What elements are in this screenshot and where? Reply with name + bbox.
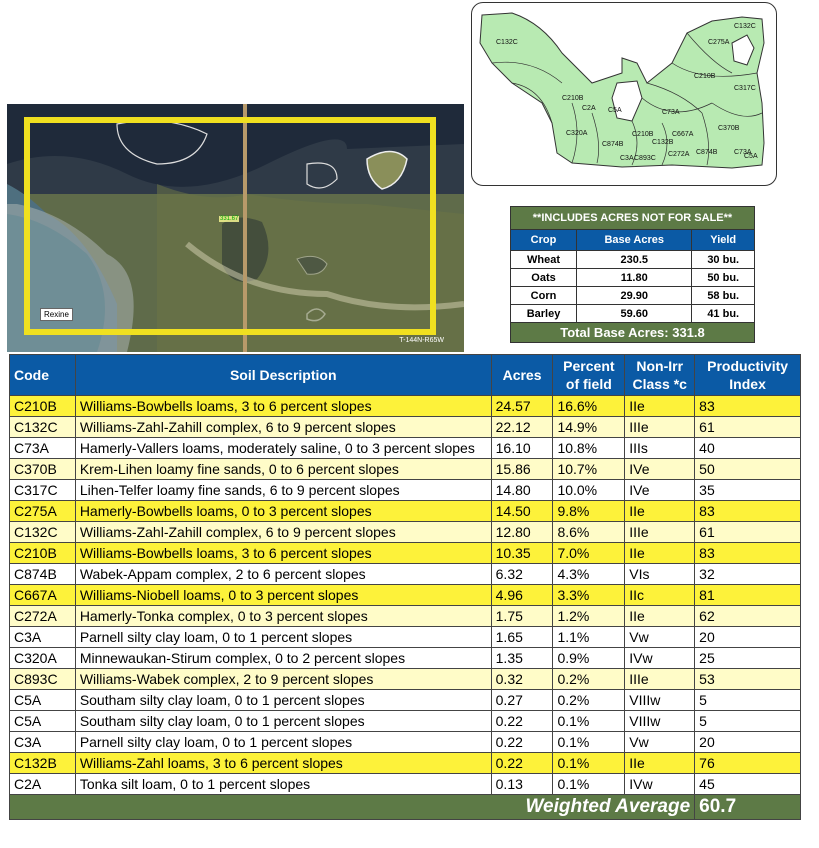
soil-row	[10, 774, 801, 795]
soil-row	[10, 501, 801, 522]
soil-code: C272A	[10, 606, 76, 627]
crop-yield: 50 bu.	[692, 269, 755, 287]
corner-label: T-144N-R65W	[399, 337, 444, 344]
soil-row	[10, 606, 801, 627]
soil-code: C5A	[10, 690, 76, 711]
soil-code: C132B	[10, 753, 76, 774]
soil-row	[10, 564, 801, 585]
soil-code: C5A	[10, 711, 76, 732]
soil-description: Hamerly-Bowbells loams, 0 to 3 percent slopes	[75, 501, 491, 522]
soil-percent: 4.3%	[553, 564, 625, 585]
soil-description: Williams-Bowbells loams, 3 to 6 percent slopes	[75, 396, 491, 417]
soil-code: C874B	[10, 564, 76, 585]
soil-code: C317C	[10, 480, 76, 501]
crop-table-note: **INCLUDES ACRES NOT FOR SALE**	[511, 207, 755, 230]
soil-row	[10, 669, 801, 690]
class-header-line2: Class *c	[632, 376, 687, 392]
crop-row	[511, 287, 755, 305]
aerial-image	[7, 104, 464, 352]
soil-map-label: C2A	[582, 105, 596, 112]
soil-acres: 10.35	[491, 543, 553, 564]
soil-percent: 0.1%	[553, 732, 625, 753]
soil-productivity: 45	[695, 774, 801, 795]
soil-row	[10, 417, 801, 438]
soil-description: Krem-Lihen loamy fine sands, 0 to 6 percent slopes	[75, 459, 491, 480]
soil-percent: 1.1%	[553, 627, 625, 648]
soil-row	[10, 627, 801, 648]
soil-map-label: C874B	[696, 149, 718, 156]
soil-map-label: C73A	[734, 149, 752, 156]
productivity-header-line1: Productivity	[707, 358, 789, 374]
soil-acres: 4.96	[491, 585, 553, 606]
soil-acres: 0.32	[491, 669, 553, 690]
soil-map-label: C210B	[562, 95, 584, 102]
soil-class: IIe	[625, 543, 695, 564]
soil-class: IIe	[625, 396, 695, 417]
soil-class: VIIIw	[625, 711, 695, 732]
soil-code: C370B	[10, 459, 76, 480]
soil-productivity: 81	[695, 585, 801, 606]
soil-code: C3A	[10, 732, 76, 753]
soil-description: Minnewaukan-Stirum complex, 0 to 2 percent slopes	[75, 648, 491, 669]
soil-map-label: C5A	[608, 107, 622, 114]
soil-acres: 1.65	[491, 627, 553, 648]
yield-col-header: Yield	[692, 230, 755, 251]
soil-productivity: 61	[695, 522, 801, 543]
crop-base-acres: 29.90	[577, 287, 692, 305]
crop-base-acres-table	[510, 206, 755, 343]
soil-percent: 9.8%	[553, 501, 625, 522]
soil-percent: 0.1%	[553, 753, 625, 774]
soil-percent: 14.9%	[553, 417, 625, 438]
soil-class: IIe	[625, 606, 695, 627]
aerial-photo	[7, 104, 464, 352]
soil-productivity: 35	[695, 480, 801, 501]
soil-percent: 16.6%	[553, 396, 625, 417]
percent-col-header	[553, 355, 625, 396]
soil-row	[10, 459, 801, 480]
soil-class: VIIIw	[625, 690, 695, 711]
soil-row	[10, 648, 801, 669]
soil-map-label: C3A	[620, 155, 634, 162]
soil-percent: 1.2%	[553, 606, 625, 627]
productivity-col-header	[695, 355, 801, 396]
soil-description: Parnell silty clay loam, 0 to 1 percent slopes	[75, 732, 491, 753]
soil-percent: 7.0%	[553, 543, 625, 564]
soil-description: Williams-Zahl-Zahill complex, 6 to 9 percent slopes	[75, 522, 491, 543]
soil-productivity: 5	[695, 690, 801, 711]
soil-description: Hamerly-Tonka complex, 0 to 3 percent slopes	[75, 606, 491, 627]
soil-code: C893C	[10, 669, 76, 690]
crop-base-acres: 59.60	[577, 305, 692, 323]
soil-map-label: C874B	[602, 141, 624, 148]
soil-code: C2A	[10, 774, 76, 795]
soil-description: Wabek-Appam complex, 2 to 6 percent slopes	[75, 564, 491, 585]
soil-description: Hamerly-Vallers loams, moderately saline, 0 to 3 percent slopes	[75, 438, 491, 459]
soil-acres: 1.35	[491, 648, 553, 669]
soil-acres: 0.27	[491, 690, 553, 711]
soil-productivity: 20	[695, 627, 801, 648]
soil-acres: 15.86	[491, 459, 553, 480]
soil-percent: 10.0%	[553, 480, 625, 501]
soil-row	[10, 522, 801, 543]
soil-description: Lihen-Telfer loamy fine sands, 6 to 9 percent slopes	[75, 480, 491, 501]
soil-class: IVe	[625, 459, 695, 480]
soil-description: Williams-Bowbells loams, 3 to 6 percent slopes	[75, 543, 491, 564]
soil-map	[471, 2, 777, 186]
soil-row	[10, 732, 801, 753]
crop-yield: 58 bu.	[692, 287, 755, 305]
soil-acres: 0.13	[491, 774, 553, 795]
soil-row	[10, 711, 801, 732]
soil-description: Southam silty clay loam, 0 to 1 percent slopes	[75, 690, 491, 711]
soil-row	[10, 480, 801, 501]
soil-map-label: C73A	[662, 109, 680, 116]
soil-map-label: C893C	[634, 155, 656, 162]
soil-acres: 24.57	[491, 396, 553, 417]
soil-map-label: C275A	[708, 39, 730, 46]
soil-class: IIIs	[625, 438, 695, 459]
soil-row	[10, 543, 801, 564]
weighted-average-label: Weighted Average	[10, 795, 695, 820]
soil-row	[10, 753, 801, 774]
soil-productivity: 76	[695, 753, 801, 774]
soil-productivity: 83	[695, 396, 801, 417]
crop-row	[511, 251, 755, 269]
class-col-header	[625, 355, 695, 396]
soil-class: IIIe	[625, 417, 695, 438]
place-label: Rexine	[40, 308, 73, 321]
soil-code: C132C	[10, 522, 76, 543]
soil-map-label: C132C	[496, 39, 518, 46]
crop-name: Corn	[511, 287, 577, 305]
soil-acres: 16.10	[491, 438, 553, 459]
crop-name: Barley	[511, 305, 577, 323]
soil-class: Vw	[625, 732, 695, 753]
soil-productivity: 25	[695, 648, 801, 669]
soil-description: Williams-Zahl loams, 3 to 6 percent slopes	[75, 753, 491, 774]
soil-map-label: C210B	[632, 131, 654, 138]
soil-percent: 0.1%	[553, 711, 625, 732]
crop-base-acres: 11.80	[577, 269, 692, 287]
percent-header-line1: Percent	[563, 358, 615, 374]
crop-base-acres: 230.5	[577, 251, 692, 269]
soil-row	[10, 396, 801, 417]
soil-productivity: 61	[695, 417, 801, 438]
base-acres-col-header: Base Acres	[577, 230, 692, 251]
soil-acres: 0.22	[491, 711, 553, 732]
soil-map-label: C132C	[734, 23, 756, 30]
crop-name: Wheat	[511, 251, 577, 269]
soil-code: C210B	[10, 396, 76, 417]
soil-acres: 0.22	[491, 753, 553, 774]
percent-header-line2: of field	[565, 376, 612, 392]
soil-acres: 0.22	[491, 732, 553, 753]
soil-percent: 0.2%	[553, 690, 625, 711]
soil-acres: 22.12	[491, 417, 553, 438]
soil-percent: 0.9%	[553, 648, 625, 669]
soil-class: IIc	[625, 585, 695, 606]
crop-yield: 30 bu.	[692, 251, 755, 269]
soil-class: IVe	[625, 480, 695, 501]
soil-class: IIe	[625, 753, 695, 774]
soil-productivity: 83	[695, 543, 801, 564]
code-col-header: Code	[10, 355, 76, 396]
soil-description: Williams-Wabek complex, 2 to 9 percent slopes	[75, 669, 491, 690]
soil-map-label: C272A	[668, 151, 690, 158]
soil-productivity: 53	[695, 669, 801, 690]
soil-percent: 8.6%	[553, 522, 625, 543]
class-header-line1: Non-Irr	[636, 358, 684, 374]
soil-map-label: C317C	[734, 85, 756, 92]
soil-percent: 10.8%	[553, 438, 625, 459]
soil-code: C275A	[10, 501, 76, 522]
soil-productivity: 32	[695, 564, 801, 585]
soil-description: Williams-Niobell loams, 0 to 3 percent slopes	[75, 585, 491, 606]
soil-map-label: C5A	[744, 153, 758, 160]
soil-acres: 1.75	[491, 606, 553, 627]
soil-code: C667A	[10, 585, 76, 606]
soil-map-label: C320A	[566, 130, 588, 137]
soil-percent: 0.2%	[553, 669, 625, 690]
soil-productivity: 5	[695, 711, 801, 732]
soil-map-label: C370B	[718, 125, 740, 132]
soil-productivity: 83	[695, 501, 801, 522]
soil-description: Williams-Zahl-Zahill complex, 6 to 9 percent slopes	[75, 417, 491, 438]
soil-table	[9, 354, 801, 820]
soil-description: Southam silty clay loam, 0 to 1 percent slopes	[75, 711, 491, 732]
soil-code: C73A	[10, 438, 76, 459]
soil-productivity: 20	[695, 732, 801, 753]
soil-map-label: C132B	[652, 139, 674, 146]
soil-code: C3A	[10, 627, 76, 648]
soil-productivity: 50	[695, 459, 801, 480]
soil-class: IVw	[625, 648, 695, 669]
soil-code: C132C	[10, 417, 76, 438]
soil-row	[10, 690, 801, 711]
soil-description: Tonka silt loam, 0 to 1 percent slopes	[75, 774, 491, 795]
soil-percent: 10.7%	[553, 459, 625, 480]
soil-code: C320A	[10, 648, 76, 669]
soil-acres: 14.80	[491, 480, 553, 501]
soil-class: IVw	[625, 774, 695, 795]
soil-map-label: C210B	[694, 73, 716, 80]
crop-row	[511, 269, 755, 287]
soil-percent: 3.3%	[553, 585, 625, 606]
crop-col-header: Crop	[511, 230, 577, 251]
soil-acres: 6.32	[491, 564, 553, 585]
soil-productivity: 62	[695, 606, 801, 627]
weighted-average-value: 60.7	[695, 795, 801, 820]
soil-class: Vw	[625, 627, 695, 648]
soil-percent: 0.1%	[553, 774, 625, 795]
acres-col-header: Acres	[491, 355, 553, 396]
soil-class: IIIe	[625, 522, 695, 543]
soil-code: C210B	[10, 543, 76, 564]
crop-yield: 41 bu.	[692, 305, 755, 323]
soil-map-label: C667A	[672, 131, 694, 138]
soil-class: IIIe	[625, 669, 695, 690]
soil-class: IIe	[625, 501, 695, 522]
crop-row	[511, 305, 755, 323]
soil-acres: 14.50	[491, 501, 553, 522]
parcel-label: 331.67	[220, 216, 239, 222]
crop-name: Oats	[511, 269, 577, 287]
productivity-header-line2: Index	[729, 376, 766, 392]
soil-row	[10, 585, 801, 606]
total-base-acres: Total Base Acres: 331.8	[511, 323, 755, 343]
soil-class: VIs	[625, 564, 695, 585]
soil-row	[10, 438, 801, 459]
soil-acres: 12.80	[491, 522, 553, 543]
soil-description: Parnell silty clay loam, 0 to 1 percent slopes	[75, 627, 491, 648]
soil-productivity: 40	[695, 438, 801, 459]
description-col-header: Soil Description	[75, 355, 491, 396]
